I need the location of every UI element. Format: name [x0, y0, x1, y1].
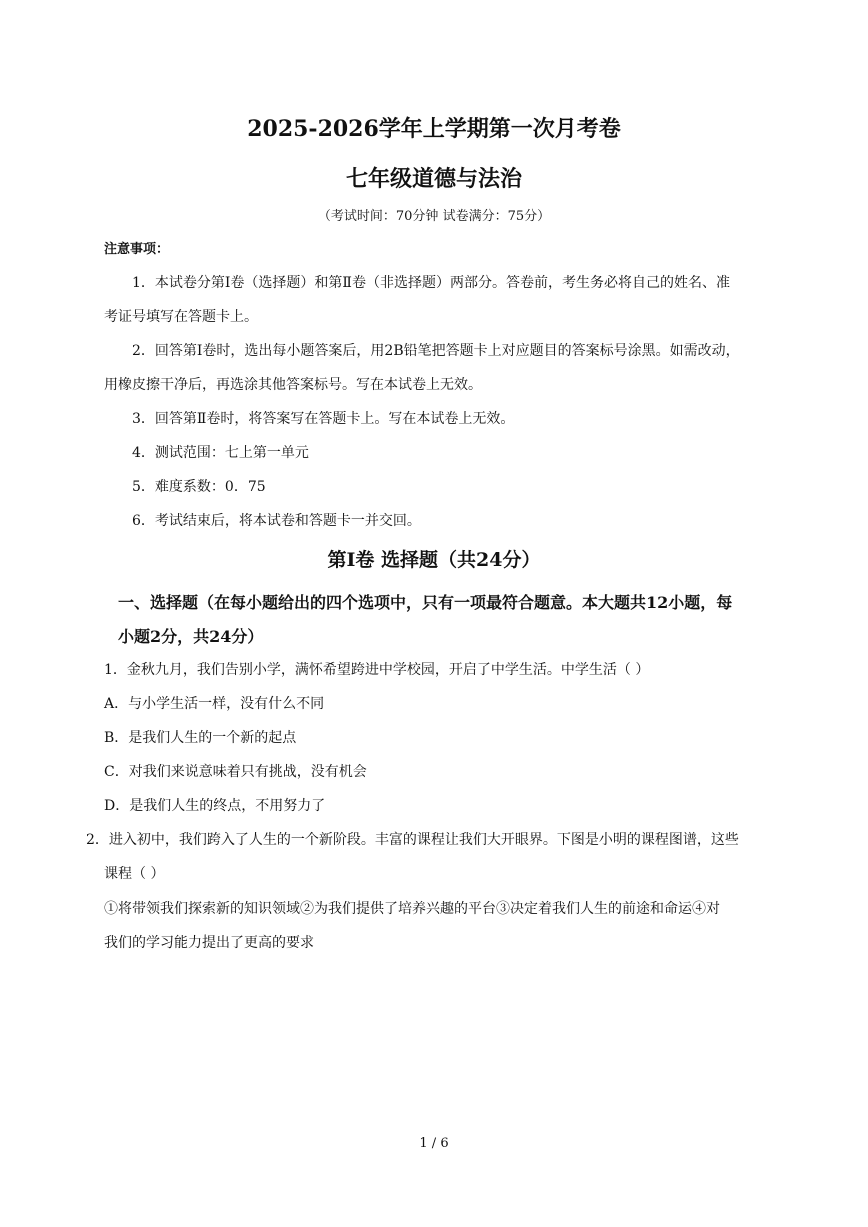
page-number: 1 / 6: [419, 1136, 449, 1151]
notice-item-6: 6．考试结束后，将本试卷和答题卡一并交回。: [132, 513, 421, 529]
document-subtitle: 七年级道德与法治: [345, 166, 522, 192]
section-heading-line2: 小题2分，共24分）: [118, 627, 264, 646]
question-1-option-d: D．是我们人生的终点，不用努力了: [104, 798, 326, 814]
section-heading-line1: 一、选择题（在每小题给出的四个选项中，只有一项最符合题意。本大题共12小题，每: [118, 593, 733, 612]
question-2-stem: 2．进入初中，我们跨入了人生的一个新阶段。丰富的课程让我们大开眼界。下图是小明的课程图谱，这些: [86, 832, 739, 848]
question-1-option-a: A．与小学生活一样，没有什么不同: [104, 696, 325, 712]
notice-item-3: 3．回答第Ⅱ卷时，将答案写在答题卡上。写在本试卷上无效。: [132, 411, 515, 427]
question-1-stem: 1．金秋九月，我们告别小学，满怀希望跨进中学校园，开启了中学生活。中学生活（ ）: [104, 662, 650, 678]
question-2-statements: ①将带领我们探索新的知识领域②为我们提供了培养兴趣的平台③决定着我们人生的前途和命运④对: [104, 901, 720, 917]
notice-item-5: 5．难度系数：0．75: [132, 479, 266, 495]
question-1-option-b: B．是我们人生的一个新的起点: [104, 730, 297, 746]
notice-item-1-cont: 考证号填写在答题卡上。: [104, 309, 258, 325]
section-title: 第Ⅰ卷 选择题（共24分）: [327, 549, 541, 571]
notice-item-2: 2．回答第Ⅰ卷时，选出每小题答案后，用2B铅笔把答题卡上对应题目的答案标号涂黑。如需改动，: [132, 343, 740, 359]
notice-item-1: 1．本试卷分第Ⅰ卷（选择题）和第Ⅱ卷（非选择题）两部分。答卷前，考生务必将自己的姓名、准: [132, 275, 730, 291]
question-1-option-c: C．对我们来说意味着只有挑战，没有机会: [104, 764, 367, 780]
exam-info: （考试时间：70分钟 试卷满分：75分）: [317, 209, 551, 224]
question-2-stem-cont: 课程（ ）: [104, 866, 165, 882]
question-2-statements-cont: 我们的学习能力提出了更高的要求: [104, 935, 314, 951]
document-title: 2025-2026学年上学期第一次月考卷: [247, 116, 621, 142]
notice-item-4: 4．测试范围：七上第一单元: [132, 445, 309, 461]
notice-item-2-cont: 用橡皮擦干净后，再选涂其他答案标号。写在本试卷上无效。: [104, 377, 482, 393]
notice-heading: 注意事项：: [104, 242, 170, 257]
